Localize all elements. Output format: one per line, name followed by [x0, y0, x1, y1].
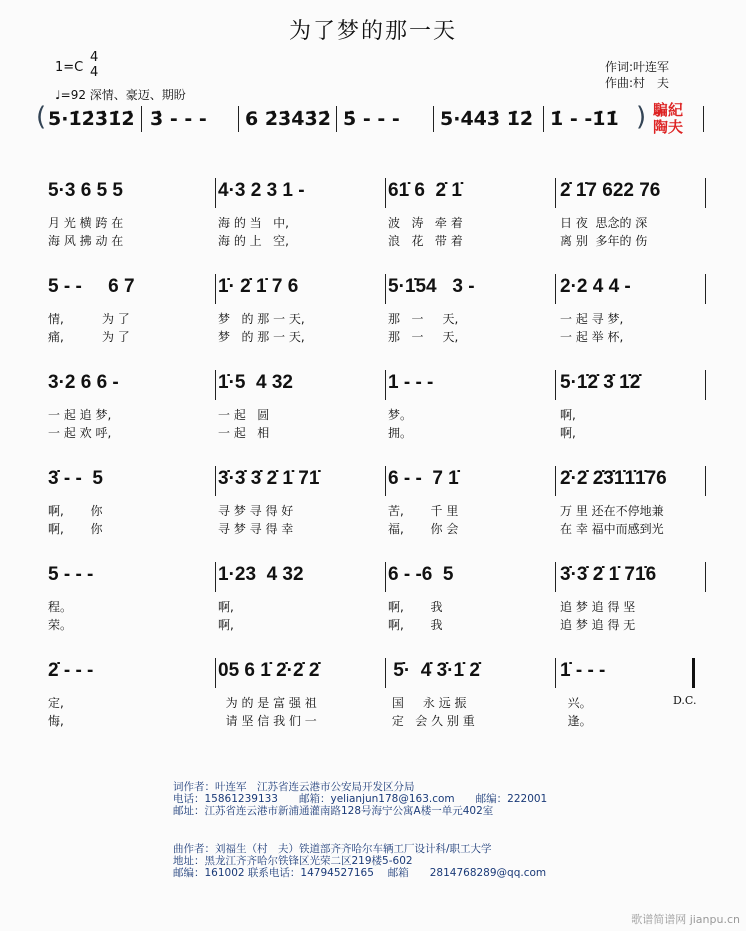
measure-notes: 3̇·3̇ 3̇ 2̇ 1̇ 71̇: [218, 468, 320, 489]
lyric-verse-1: 啊, 你: [48, 504, 103, 518]
barline: [385, 178, 386, 208]
lyric-verse-1: 程。: [48, 600, 73, 614]
barline: [215, 178, 216, 208]
measure-notes: 5·1̇2̇ 3̇ 1̇2̇: [560, 372, 641, 393]
lyric-verse-2: 在 幸 福中而感到光: [560, 522, 664, 536]
measure-notes: 3·2 6 6 -: [48, 372, 119, 393]
measure-notes: 05 6 1̇ 2̇·2̇ 2̇: [218, 660, 320, 681]
lyric-verse-2: 逢。: [560, 714, 592, 728]
lyric-verse-1: 梦 的 那 一 天,: [218, 312, 305, 326]
intro-measure: 3̇ - - -: [150, 108, 207, 130]
intro-measure: 5̇ - - -: [343, 108, 400, 130]
barline: [215, 466, 216, 496]
intro-measure: 5·4̇4̇3̇ 1̇2̇: [440, 108, 534, 130]
lyric-verse-2: 海 的 上 空,: [218, 234, 289, 248]
intro-close-paren: ): [636, 102, 647, 132]
measure-notes: 6 - - 7 1̇: [388, 468, 459, 489]
lyric-verse-1: 一 起 追 梦,: [48, 408, 112, 422]
barline: [555, 466, 556, 496]
barline: [385, 562, 386, 592]
lyric-verse-2: 一 起 欢 呼,: [48, 426, 112, 440]
barline: [238, 106, 239, 132]
barline: [336, 106, 337, 132]
barline: [433, 106, 434, 132]
barline: [385, 370, 386, 400]
lyric-verse-1: 兴。: [560, 696, 592, 710]
lyric-verse-1: 万 里 还在不停地兼: [560, 504, 664, 518]
measure-notes: 6 - -6 5: [388, 564, 454, 585]
lyric-verse-2: 福, 你 会: [388, 522, 459, 536]
barline: [703, 106, 704, 132]
time-sig-top: 4: [90, 50, 99, 65]
barline: [215, 370, 216, 400]
lyric-verse-2: 啊, 你: [48, 522, 103, 536]
lyric-verse-2: 啊,: [560, 426, 576, 440]
lyric-verse-2: 拥。: [388, 426, 413, 440]
measure-notes: 1 - - -: [388, 372, 434, 393]
lyric-verse-1: 寻 梦 寻 得 好: [218, 504, 294, 518]
lyric-verse-2: 追 梦 追 得 无: [560, 618, 636, 632]
composer-credit: 作曲:村 夫: [605, 76, 670, 90]
intro-measure: 5·1̇2̇3̇1̇2̇: [48, 108, 135, 130]
contact-line: 曲作者：刘福生（村 夫）铁道部齐齐哈尔车辆工厂设计科/职工大学: [173, 843, 492, 855]
barline: [543, 106, 544, 132]
contact-line: 地址：黑龙江齐齐哈尔铁锋区光荣二区219楼5-602: [173, 855, 413, 867]
barline: [555, 274, 556, 304]
measure-notes: 5 - - -: [48, 564, 94, 585]
barline: [141, 106, 142, 132]
key-signature: 1=C: [55, 60, 84, 75]
lyric-verse-2: 一 起 相: [218, 426, 270, 440]
lyric-verse-1: 啊, 我: [388, 600, 443, 614]
lyric-verse-2: 海 风 拂 动 在: [48, 234, 124, 248]
contact-line: 词作者：叶连军 江苏省连云港市公安局开发区分局: [173, 781, 415, 793]
lyric-verse-2: 痛, 为 了: [48, 330, 130, 344]
measure-notes: 5·3 6 5 5: [48, 180, 123, 201]
measure-notes: 4·3 2 3 1 -: [218, 180, 305, 201]
measure-notes: 1̇ - - -: [560, 660, 606, 681]
contact-line: 电话：15861239133 邮箱：yelianjun178@163.com 邮编：222001: [173, 793, 548, 805]
measure-notes: 2̇·2̇ 2̇3̇1̇1̇1̇76: [560, 468, 667, 489]
barline: [555, 658, 556, 688]
lyric-verse-1: 啊,: [560, 408, 576, 422]
measure-notes: 61̇ 6 2̇ 1̇: [388, 180, 462, 201]
lyric-verse-2: 一 起 举 杯,: [560, 330, 624, 344]
time-signature: [90, 50, 98, 80]
lyric-verse-2: 荣。: [48, 618, 73, 632]
barline: [705, 370, 706, 400]
lyric-verse-2: 寻 梦 寻 得 幸: [218, 522, 294, 536]
lyric-verse-1: 啊,: [218, 600, 234, 614]
tempo-marking: ♩=92 深情、豪迈、期盼: [55, 88, 186, 102]
song-title: 为了梦的那一天: [288, 19, 457, 44]
barline: [705, 466, 706, 496]
barline: [555, 178, 556, 208]
barline: [215, 562, 216, 592]
lyric-verse-1: 为 的 是 富 强 祖: [218, 696, 317, 710]
lyric-verse-2: 离 别 多年的 伤: [560, 234, 648, 248]
barline: [385, 274, 386, 304]
lyric-verse-2: 啊, 我: [388, 618, 443, 632]
lyricist-credit: 作词:叶连军: [605, 60, 670, 74]
barline: [705, 562, 706, 592]
intro-measure: 6 2̇3̇4̇3̇2̇: [245, 108, 331, 130]
measure-notes: 2·2 4 4 -: [560, 276, 631, 297]
measure-notes: 3̇·3̇ 2̇ 1̇ 71̇6: [560, 564, 657, 585]
barline: [555, 370, 556, 400]
final-barline: [692, 658, 695, 688]
time-sig-bottom: 4: [90, 65, 99, 80]
lyric-verse-1: 追 梦 追 得 坚: [560, 600, 636, 614]
measure-notes: 5̇· 4̇ 3̇·1̇ 2̇: [388, 660, 480, 681]
contact-line: 邮址：江苏省连云港市新浦通灌南路128号海宁公寓A楼一单元402室: [173, 805, 494, 817]
lyric-verse-1: 一 起 寻 梦,: [560, 312, 624, 326]
da-capo-marking: D.C.: [673, 694, 697, 707]
contact-line: 邮编：161002 联系电话：14794527165 邮箱 2814768289@qq.com: [173, 867, 547, 879]
lyric-verse-2: 梦 的 那 一 天,: [218, 330, 305, 344]
lyric-verse-1: 一 起 圆: [218, 408, 270, 422]
lyric-verse-2: 请 坚 信 我 们 一: [218, 714, 317, 728]
composer-contact: [173, 843, 546, 879]
measure-notes: 3̇ - - 5: [48, 468, 103, 489]
barline: [215, 658, 216, 688]
lyric-verse-1: 国 永 远 振: [388, 696, 467, 710]
lyric-verse-1: 海 的 当 中,: [218, 216, 289, 230]
measure-notes: 1̇·5 4 32: [218, 372, 293, 393]
measure-notes: 2̇ - - -: [48, 660, 94, 681]
barline: [385, 466, 386, 496]
lyric-verse-1: 情, 为 了: [48, 312, 130, 326]
lyric-verse-2: 啊,: [218, 618, 234, 632]
lyric-verse-1: 日 夜 思念的 深: [560, 216, 648, 230]
measure-notes: 5·1̇54 3 -: [388, 276, 475, 297]
barline: [705, 274, 706, 304]
lyric-verse-2: 那 一 天,: [388, 330, 459, 344]
lyricist-contact: [173, 781, 547, 817]
measure-notes: 1·23 4 32: [218, 564, 304, 585]
measure-notes: 5 - - 6 7: [48, 276, 135, 297]
lyric-verse-2: 定 会 久 别 重: [388, 714, 475, 728]
barline: [705, 178, 706, 208]
barline: [215, 274, 216, 304]
lyric-verse-1: 月 光 横 跨 在: [48, 216, 124, 230]
barline: [385, 658, 386, 688]
lyric-verse-1: 梦。: [388, 408, 413, 422]
lyric-verse-1: 定,: [48, 696, 64, 710]
lyric-verse-1: 波 涛 牵 着: [388, 216, 463, 230]
measure-notes: 1̇· 2̇ 1̇ 7 6: [218, 276, 299, 297]
lyric-verse-1: 那 一 天,: [388, 312, 459, 326]
measure-notes: 2̇ 1̇7 622 76: [560, 180, 661, 201]
lyric-verse-1: 苦, 千 里: [388, 504, 459, 518]
seal-stamp: 騙紀 陶夫: [652, 101, 683, 136]
intro-open-paren: (: [36, 102, 47, 132]
lyric-verse-2: 悔,: [48, 714, 64, 728]
lyric-verse-2: 浪 花 带 着: [388, 234, 463, 248]
watermark: 歌谱简谱网 jianpu.cn: [631, 913, 740, 926]
intro-measure: 1̇ - -1̇1̇: [550, 108, 619, 130]
barline: [555, 562, 556, 592]
